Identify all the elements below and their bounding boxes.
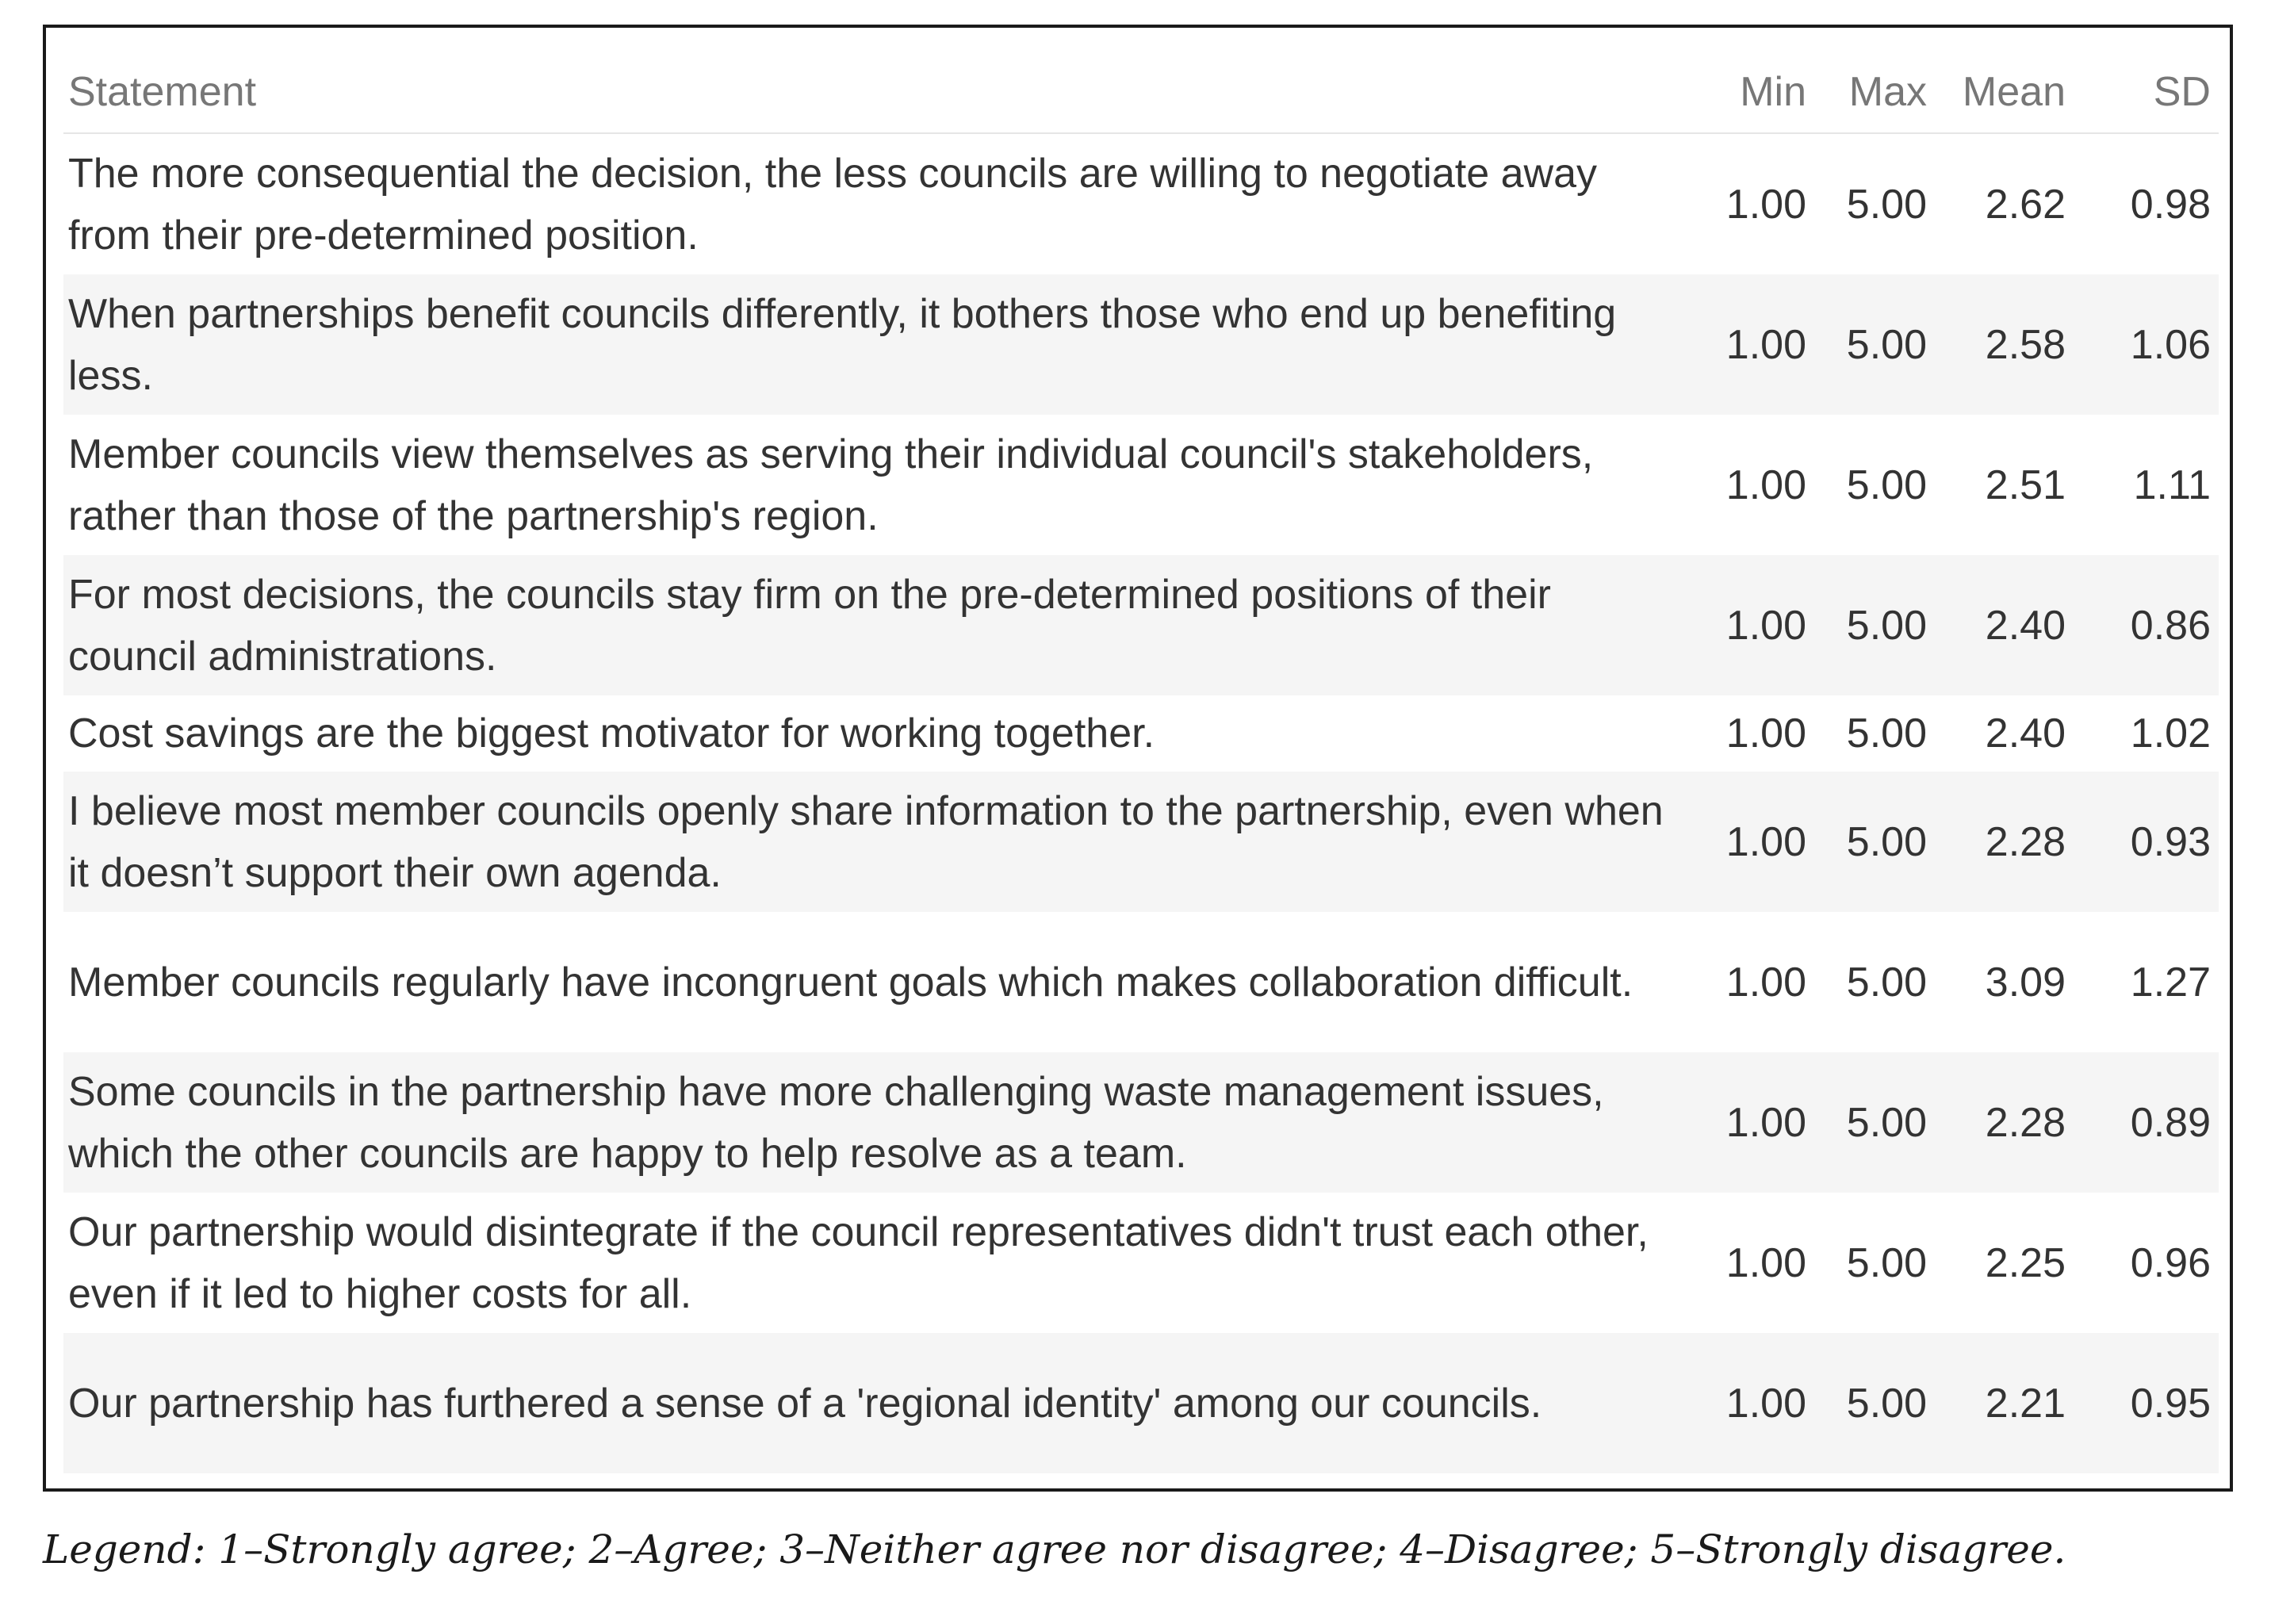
statement-cell: Cost savings are the biggest motivator for working together. (68, 710, 1155, 756)
statement-cell: The more consequential the decision, the less councils are willing to negotiate away from their pre-determined position. (68, 150, 1597, 259)
max-cell: 5.00 (1846, 1380, 1927, 1427)
mean-cell: 2.28 (1985, 818, 2066, 865)
min-cell: 1.00 (1725, 1099, 1806, 1146)
statement-cell: Our partnership has furthered a sense of a 'regional identity' among our councils. (68, 1380, 1542, 1427)
sd-cell: 0.98 (2130, 181, 2211, 228)
sd-cell: 0.86 (2130, 602, 2211, 649)
header-max: Max (1848, 69, 1927, 115)
min-cell: 1.00 (1725, 710, 1806, 756)
mean-cell: 2.51 (1985, 462, 2066, 508)
min-cell: 1.00 (1725, 1239, 1806, 1286)
min-cell: 1.00 (1725, 959, 1806, 1005)
sd-cell: 0.89 (2130, 1099, 2211, 1146)
header-mean: Mean (1962, 69, 2066, 115)
mean-cell: 2.21 (1985, 1380, 2066, 1427)
max-cell: 5.00 (1846, 321, 1927, 368)
table-row (63, 772, 2219, 912)
max-cell: 5.00 (1846, 818, 1927, 865)
table-row (63, 1052, 2219, 1193)
mean-cell: 2.62 (1985, 181, 2066, 228)
statement-cell: Member councils view themselves as serving their individual council's stakeholders, rather than those of the partnership's region. (68, 431, 1594, 539)
header-sd: SD (2153, 69, 2211, 115)
table-row (63, 415, 2219, 555)
sd-cell: 1.02 (2130, 710, 2211, 756)
sd-cell: 1.06 (2130, 321, 2211, 368)
statistics-table (63, 52, 2219, 1473)
table-header-row (63, 52, 2219, 134)
max-cell: 5.00 (1846, 181, 1927, 228)
min-cell: 1.00 (1725, 818, 1806, 865)
statement-cell: For most decisions, the councils stay firm on the pre-determined positions of their council administrations. (68, 571, 1551, 680)
header-statement: Statement (68, 69, 257, 115)
table-row (63, 1193, 2219, 1333)
mean-cell: 3.09 (1985, 959, 2066, 1005)
max-cell: 5.00 (1846, 1239, 1927, 1286)
min-cell: 1.00 (1725, 1380, 1806, 1427)
table-row (63, 134, 2219, 274)
table-row (63, 1333, 2219, 1473)
table-row (63, 912, 2219, 1052)
statement-cell: I believe most member councils openly share information to the partnership, even when it doesn’t support their own agenda. (68, 787, 1664, 896)
min-cell: 1.00 (1725, 462, 1806, 508)
statement-cell: When partnerships benefit councils differently, it bothers those who end up benefiting less. (68, 290, 1617, 399)
sd-cell: 0.93 (2130, 818, 2211, 865)
statement-cell: Some councils in the partnership have more challenging waste management issues, which the other councils are happy to help resolve as a team. (68, 1068, 1604, 1177)
sd-cell: 0.96 (2130, 1239, 2211, 1286)
mean-cell: 2.25 (1985, 1239, 2066, 1286)
sd-cell: 0.95 (2130, 1380, 2211, 1427)
statement-cell: Member councils regularly have incongruent goals which makes collaboration difficult. (68, 959, 1633, 1005)
max-cell: 5.00 (1846, 959, 1927, 1005)
max-cell: 5.00 (1846, 710, 1927, 756)
table-row (63, 555, 2219, 695)
table-legend: Legend: 1–Strongly agree; 2–Agree; 3–Neither agree nor disagree; 4–Disagree; 5–Strongly disagree. (43, 1526, 2066, 1572)
mean-cell: 2.40 (1985, 602, 2066, 649)
mean-cell: 2.40 (1985, 710, 2066, 756)
min-cell: 1.00 (1725, 181, 1806, 228)
min-cell: 1.00 (1725, 321, 1806, 368)
sd-cell: 1.27 (2130, 959, 2211, 1005)
table-frame (43, 25, 2233, 1492)
sd-cell: 1.11 (2133, 462, 2211, 508)
max-cell: 5.00 (1846, 1099, 1927, 1146)
mean-cell: 2.58 (1985, 321, 2066, 368)
min-cell: 1.00 (1725, 602, 1806, 649)
table-row (63, 274, 2219, 415)
table-row (63, 695, 2219, 772)
max-cell: 5.00 (1846, 602, 1927, 649)
header-min: Min (1740, 69, 1806, 115)
mean-cell: 2.28 (1985, 1099, 2066, 1146)
max-cell: 5.00 (1846, 462, 1927, 508)
statement-cell: Our partnership would disintegrate if the council representatives didn't trust each other, even if it led to higher costs for all. (68, 1208, 1649, 1317)
